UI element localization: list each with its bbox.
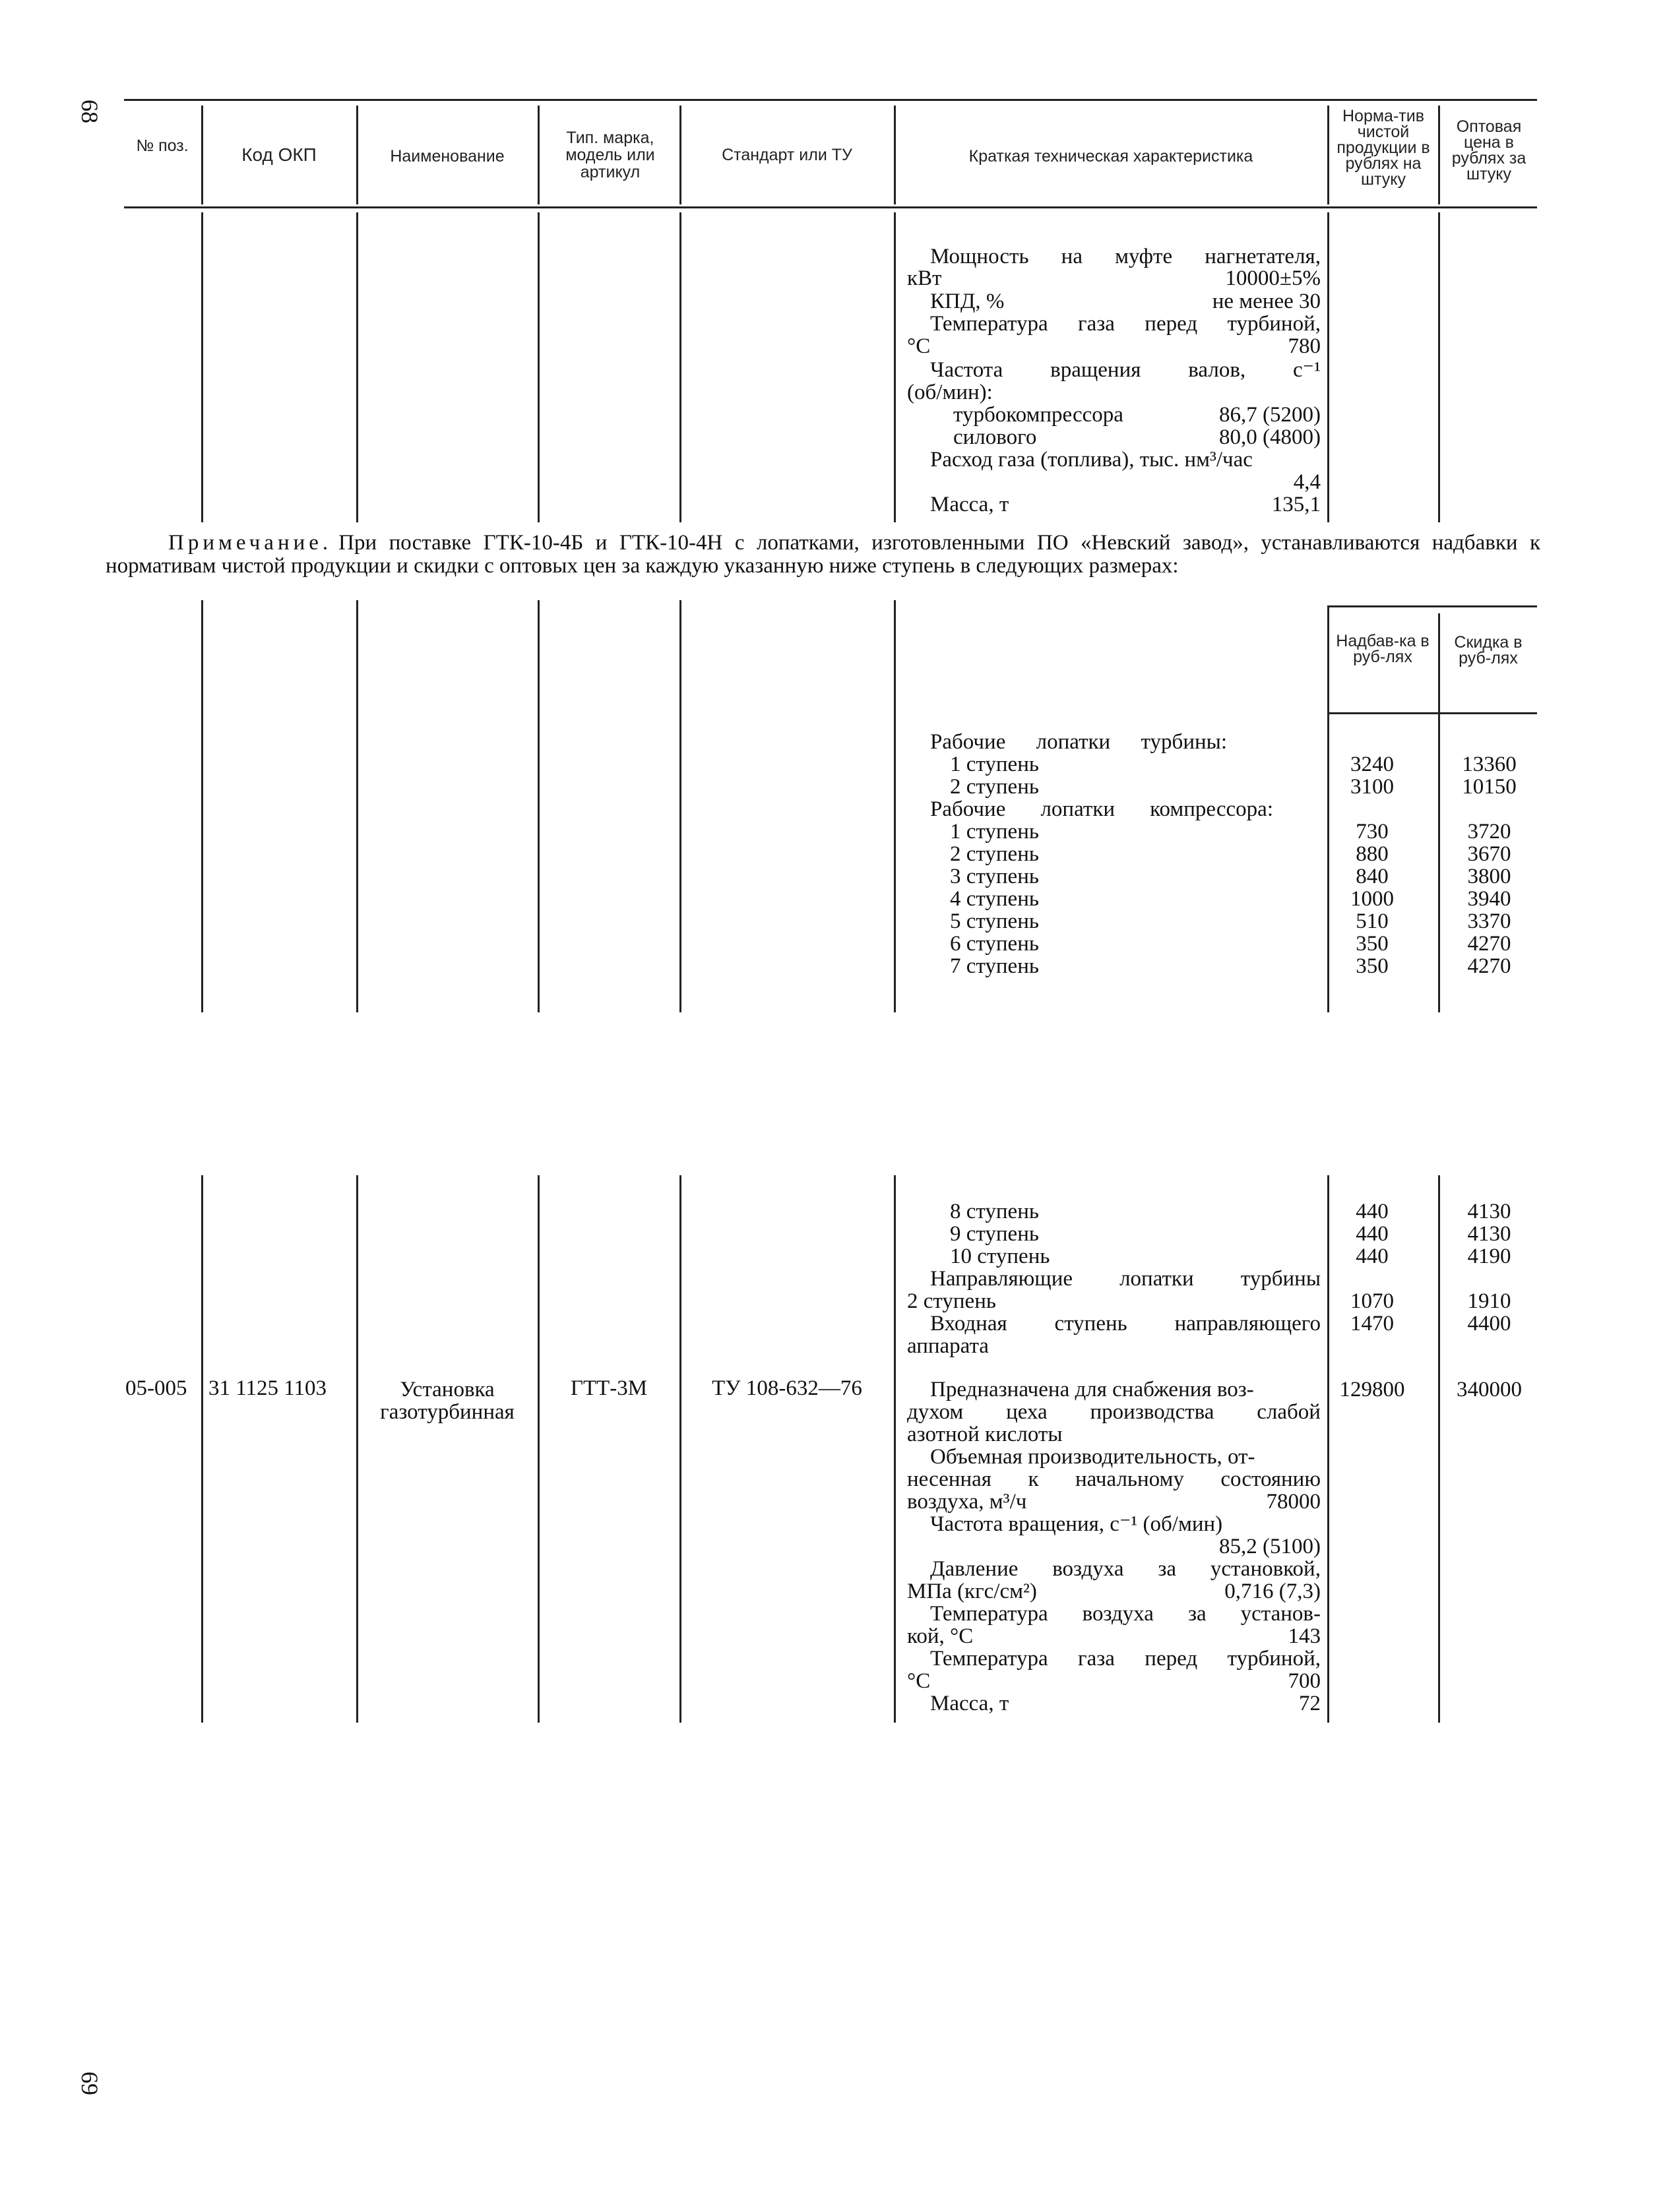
stage-markup: 440 xyxy=(1356,1222,1389,1246)
page-number-top: 68 xyxy=(77,100,103,123)
stage-discount: 3800 xyxy=(1467,865,1511,888)
guide-markup: 1070 xyxy=(1350,1289,1394,1313)
column-rule xyxy=(679,212,681,522)
col-header-pos: № поз. xyxy=(136,137,189,155)
col-header-norm: Норма-тив чистой продукции в рублях на штуку xyxy=(1337,107,1430,189)
item-desc-line: МПа (кгс/см²) 0,716 (7,3) xyxy=(907,1580,1321,1603)
char-line: Частота вращения валов, с⁻¹ xyxy=(930,358,1321,382)
col-header-char: Краткая техническая характеристика xyxy=(968,147,1253,166)
char-line: Мощность на муфте нагнетателя, xyxy=(930,245,1321,268)
stage-label: 1 ступень xyxy=(950,753,1039,776)
stage-discount: 13360 xyxy=(1462,753,1517,776)
item-norm: 129800 xyxy=(1339,1378,1405,1401)
stage-label: 2 ступень xyxy=(950,775,1039,799)
item-desc-line: кой, °С 143 xyxy=(907,1624,1321,1648)
col-header-okp: Код ОКП xyxy=(241,144,317,165)
column-rule xyxy=(1327,212,1329,522)
char-line: Расход газа (топлива), тыс. нм³/час xyxy=(930,448,1253,472)
stage-discount: 3670 xyxy=(1467,842,1511,866)
column-rule xyxy=(1438,1175,1440,1723)
guide-blades-stage: 2 ступень xyxy=(907,1289,996,1313)
inlet-markup: 1470 xyxy=(1350,1312,1394,1336)
column-rule xyxy=(1438,212,1440,522)
item-desc-line: Предназначена для снабжения воз- xyxy=(930,1378,1254,1401)
stage-markup: 880 xyxy=(1356,842,1389,866)
header-bottom-rule xyxy=(124,206,1537,208)
stage-label: 3 ступень xyxy=(950,865,1039,888)
column-rule xyxy=(894,600,896,1012)
column-rule xyxy=(201,600,203,1012)
stage-discount: 4130 xyxy=(1467,1200,1511,1223)
header-divider xyxy=(538,106,540,204)
column-rule xyxy=(538,1175,540,1723)
item-desc-line: Масса, т 72 xyxy=(930,1692,1321,1715)
sub-header-bottom-rule xyxy=(1327,712,1537,714)
column-rule xyxy=(201,212,203,522)
item-pos: 05-005 xyxy=(125,1376,187,1400)
inlet-stage-line-2: аппарата xyxy=(907,1334,989,1358)
stage-discount: 4190 xyxy=(1467,1244,1511,1268)
item-desc-line: духом цеха производства слабой xyxy=(907,1400,1321,1424)
stage-label: 2 ступень xyxy=(950,842,1039,866)
stage-label: 10 ступень xyxy=(950,1244,1050,1268)
stage-discount: 3940 xyxy=(1467,887,1511,911)
stage-discount: 10150 xyxy=(1462,775,1517,799)
item-std: ТУ 108-632—76 xyxy=(712,1376,862,1400)
header-divider xyxy=(1438,106,1440,204)
stage-markup: 350 xyxy=(1356,932,1389,956)
item-desc-line: Температура газа перед турбиной, xyxy=(930,1647,1321,1671)
stage-discount: 3720 xyxy=(1467,820,1511,844)
stage-markup: 1000 xyxy=(1350,887,1394,911)
column-rule xyxy=(894,212,896,522)
sub-header-top-rule xyxy=(1327,605,1537,607)
header-divider xyxy=(1327,106,1329,204)
guide-discount: 1910 xyxy=(1467,1289,1511,1313)
item-desc-line: азотной кислоты xyxy=(907,1423,1063,1446)
stage-label: 8 ступень xyxy=(950,1200,1039,1223)
char-line: кВт 10000±5% xyxy=(907,266,1321,290)
item-desc-line: воздуха, м³/ч 78000 xyxy=(907,1490,1321,1514)
column-rule xyxy=(356,212,358,522)
column-rule xyxy=(356,600,358,1012)
stage-markup: 840 xyxy=(1356,865,1389,888)
item-desc-line: несенная к начальному состоянию xyxy=(907,1467,1321,1491)
column-rule xyxy=(679,1175,681,1723)
char-line: °С 780 xyxy=(907,334,1321,358)
char-line: (об/мин): xyxy=(907,381,993,404)
stage-discount: 4270 xyxy=(1467,932,1511,956)
col-header-std: Стандарт или ТУ xyxy=(722,146,852,164)
inlet-discount: 4400 xyxy=(1467,1312,1511,1336)
stage-markup: 3100 xyxy=(1350,775,1394,799)
header-top-rule xyxy=(124,99,1537,101)
stage-label: 6 ступень xyxy=(950,932,1039,956)
item-desc-line: Температура воздуха за установ- xyxy=(930,1602,1321,1626)
stage-markup: 440 xyxy=(1356,1244,1389,1268)
item-desc-line: 85,2 (5100) xyxy=(1219,1535,1321,1558)
column-rule xyxy=(1438,613,1440,1012)
column-rule xyxy=(679,600,681,1012)
item-desc-line: Частота вращения, с⁻¹ (об/мин) xyxy=(930,1512,1223,1536)
char-line: Температура газа перед турбиной, xyxy=(930,312,1321,336)
inlet-stage-line: Входная ступень направляющего xyxy=(930,1312,1321,1336)
note-paragraph: Примечание. При поставке ГТК-10-4Б и ГТК-10-4Н с лопатками, изготовленными ПО «Невский завод», устанавливаются надбавки к нормативам чистой продукции и скидки с оптовых цен за каждую указанную ниже ступень в следующих размерах: xyxy=(106,531,1540,578)
char-line: КПД, % не менее 30 xyxy=(930,290,1321,313)
item-name-1: Установка xyxy=(400,1378,495,1401)
item-okp: 31 1125 1103 xyxy=(208,1376,327,1400)
column-rule xyxy=(538,212,540,522)
item-type: ГТТ-3М xyxy=(570,1376,648,1400)
stage-label: 4 ступень xyxy=(950,887,1039,911)
page-number-bottom: 69 xyxy=(77,2072,103,2095)
stage-markup: 510 xyxy=(1356,909,1389,933)
stage-label: 5 ступень xyxy=(950,909,1039,933)
column-rule xyxy=(201,1175,203,1723)
column-rule xyxy=(538,600,540,1012)
char-line: турбокомпрессора 86,7 (5200) xyxy=(953,403,1321,427)
stage-label: 1 ступень xyxy=(950,820,1039,844)
section-title-turbine: Рабочие лопатки турбины: xyxy=(930,730,1227,754)
item-desc-line: Давление воздуха за установкой, xyxy=(930,1557,1321,1581)
stage-discount: 4130 xyxy=(1467,1222,1511,1246)
stage-markup: 440 xyxy=(1356,1200,1389,1223)
char-line: силового 80,0 (4800) xyxy=(953,425,1321,449)
section-title-compressor: Рабочие лопатки компрессора: xyxy=(930,797,1273,821)
item-desc-line: Объемная производительность, от- xyxy=(930,1445,1255,1469)
sub-header-markup: Надбав-ка в руб-лях xyxy=(1336,632,1430,666)
col-header-type: Тип. марка, модель или артикул xyxy=(565,129,655,181)
column-rule xyxy=(356,1175,358,1723)
item-desc-line: °С 700 xyxy=(907,1669,1321,1693)
stage-discount: 4270 xyxy=(1467,954,1511,978)
sub-header-discount: Скидка в руб-лях xyxy=(1454,633,1523,667)
col-header-name: Наименование xyxy=(390,147,505,166)
stage-discount: 3370 xyxy=(1467,909,1511,933)
stage-label: 7 ступень xyxy=(950,954,1039,978)
stage-markup: 350 xyxy=(1356,954,1389,978)
stage-markup: 3240 xyxy=(1350,753,1394,776)
item-name-2: газотурбинная xyxy=(380,1400,515,1424)
stage-markup: 730 xyxy=(1356,820,1389,844)
item-price: 340000 xyxy=(1457,1378,1522,1401)
guide-blades-line: Направляющие лопатки турбины xyxy=(930,1267,1321,1291)
char-line: 4,4 xyxy=(1293,470,1321,494)
col-header-price: Оптовая цена в рублях за штуку xyxy=(1451,117,1526,183)
column-rule xyxy=(894,1175,896,1723)
stage-label: 9 ступень xyxy=(950,1222,1039,1246)
char-line: Масса, т 135,1 xyxy=(930,493,1321,516)
